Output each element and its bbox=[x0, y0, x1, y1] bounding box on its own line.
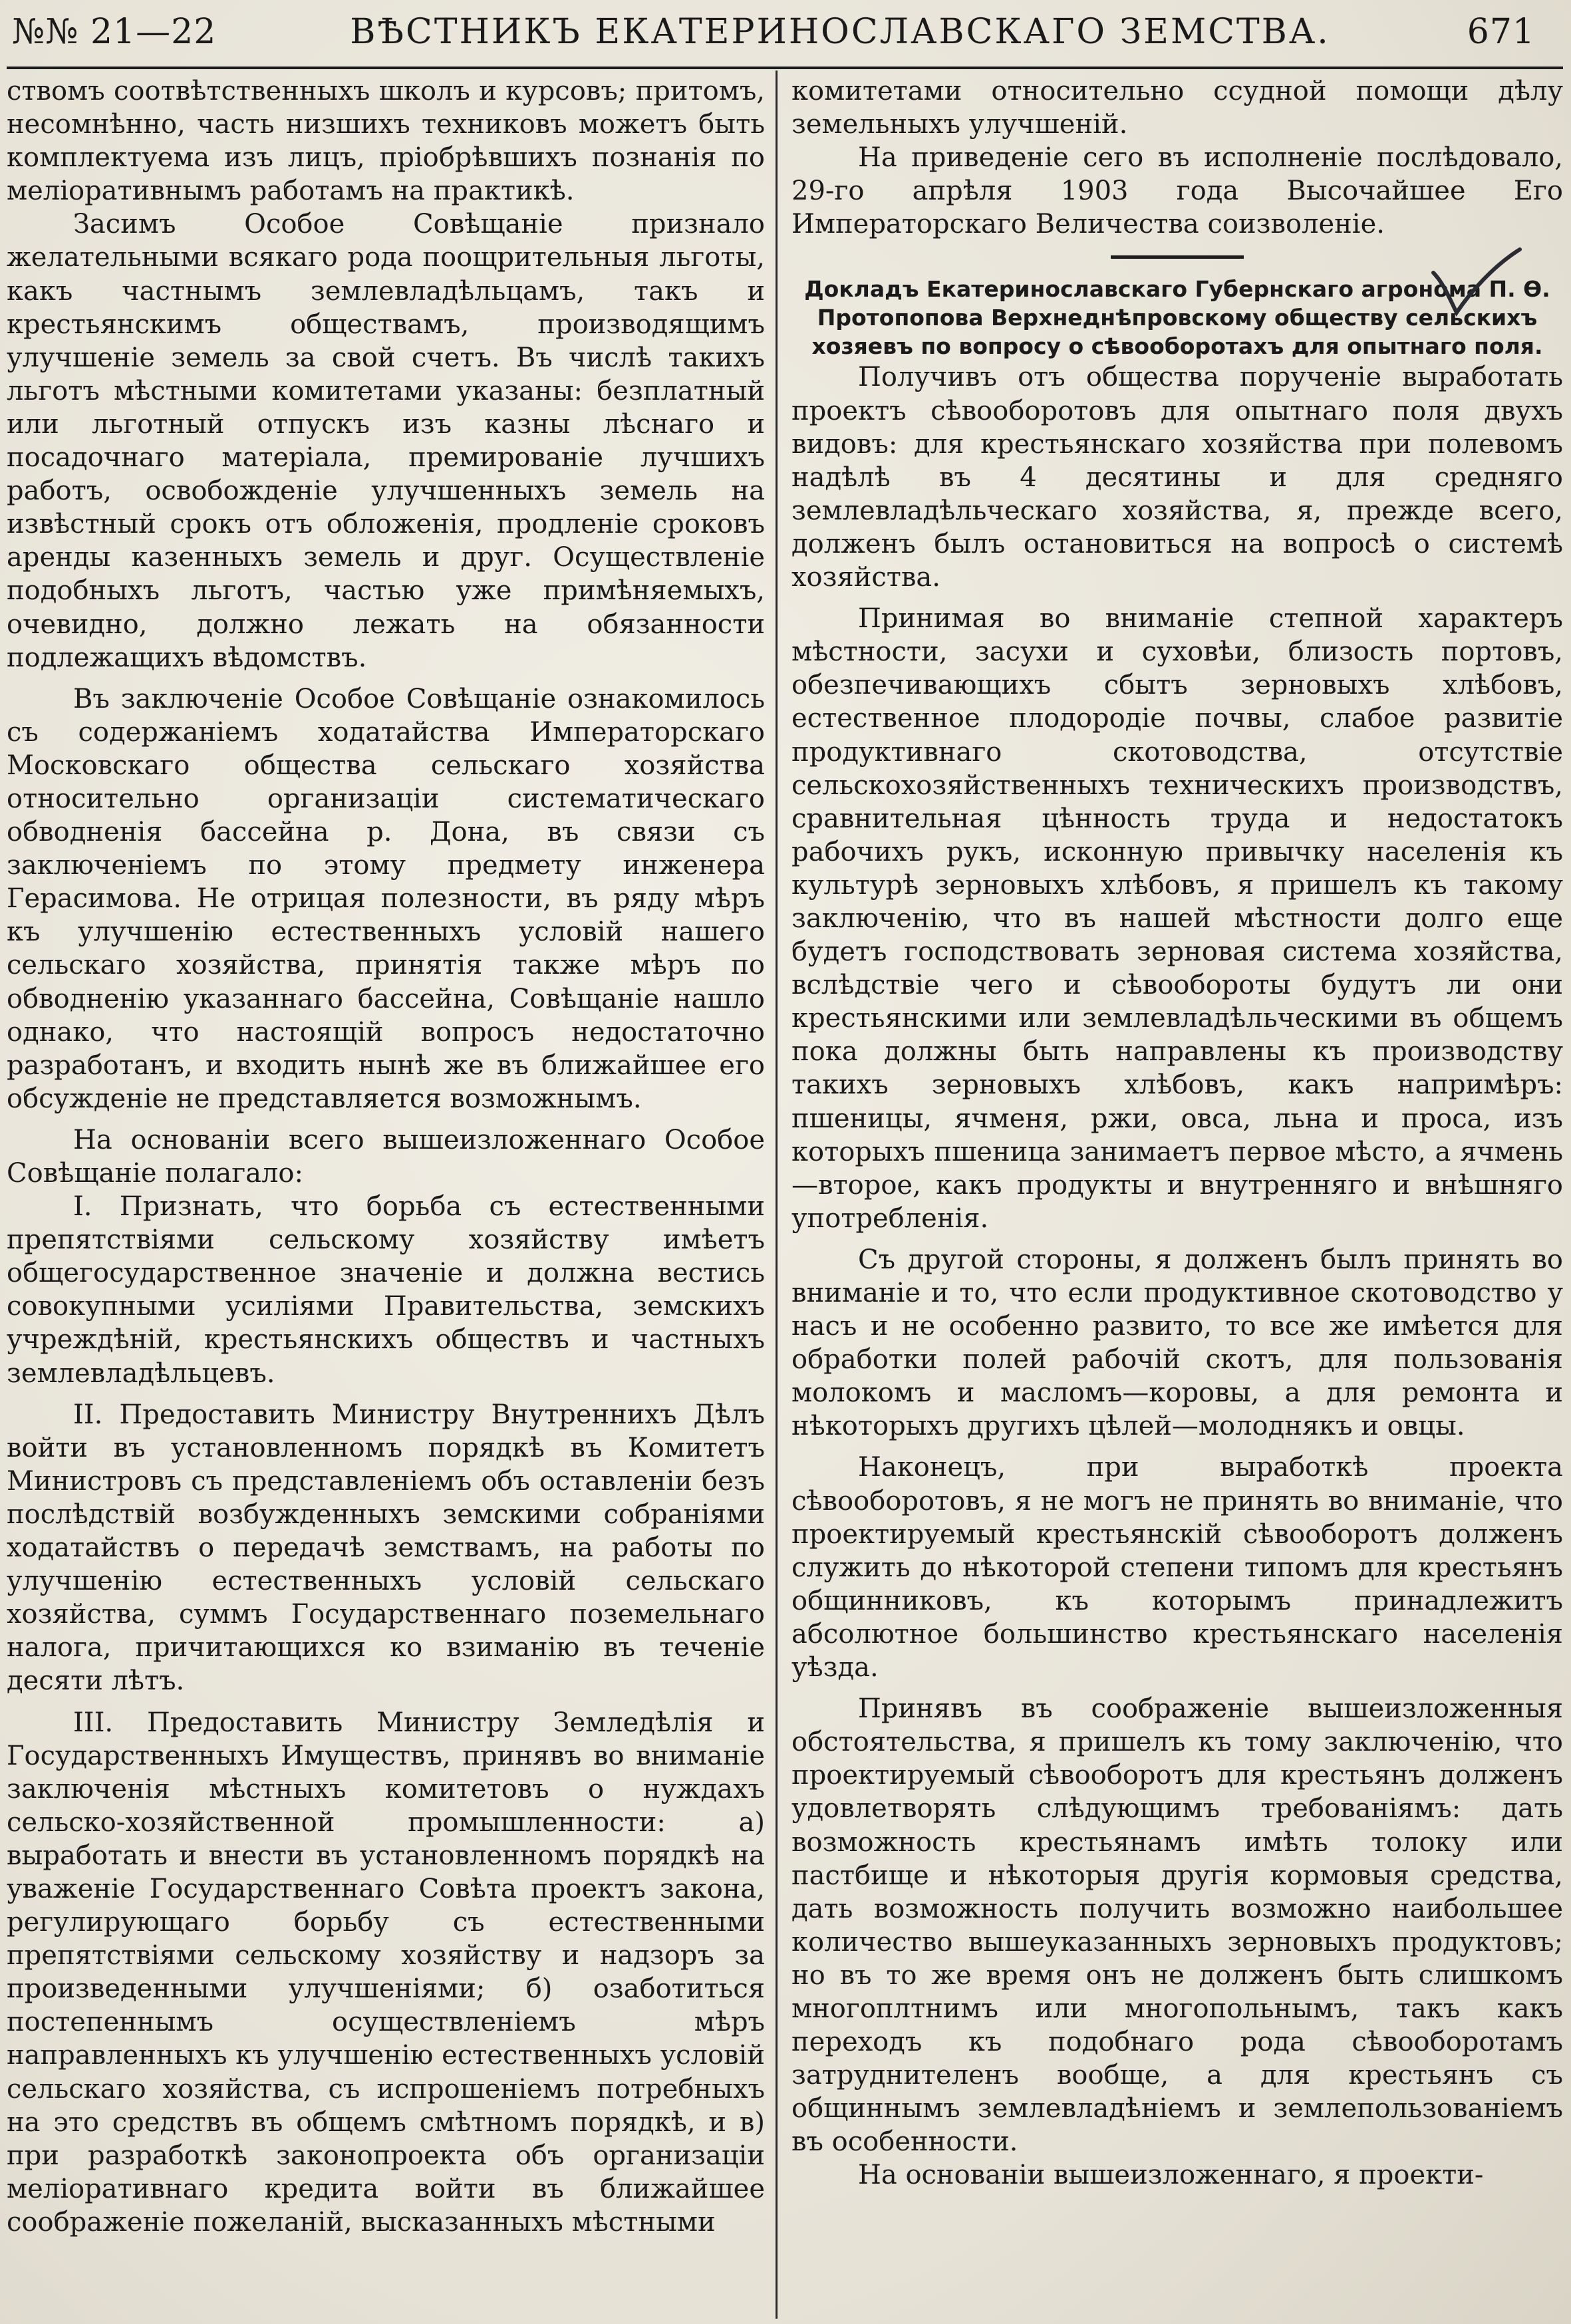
paragraph: Принявъ въ соображеніе вышеизложенныя обстоятельства, я пришелъ къ тому заключенію, что проектируемый сѣвооборотъ для крестьянъ долженъ удовлетворять слѣдующимъ требованіямъ: дать возможность крестьянамъ имѣть толоку или пастбище и нѣкоторыя другія кормовыя средства, дать возможность получить возможно наибольшее количество вышеуказанныхъ зерновыхъ продуктовъ; но въ то же время онъ не долженъ быть слишкомъ многоплтнимъ или многопольнымъ, такъ какъ переходъ къ подобнаго рода сѣвооборотамъ затруднителенъ вообще, а для крестьянъ съ общиннымъ землевладѣніемъ и землепользованіемъ въ особенности. bbox=[791, 1693, 1563, 2158]
page-header bbox=[12, 5, 1562, 59]
paragraph: I. Признать, что борьба съ естественными препятствіями сельскому хозяйству имѣетъ общегосударственное значеніе и должна вестись совокупными усиліями Правительства, земскихъ учреждѣній, крестьянскихъ обществъ и частныхъ землевладѣльцевъ. bbox=[7, 1191, 765, 1389]
paragraph: ствомъ соотвѣтственныхъ школъ и курсовъ; притомъ, несомнѣнно, часть низшихъ техниковъ можетъ быть комплектуема изъ лицъ, пріобрѣвшихъ познанія по меліоративнымъ работамъ на практикѣ. bbox=[7, 76, 765, 207]
left-column bbox=[7, 74, 765, 2239]
column-divider bbox=[776, 71, 778, 2319]
paragraph: Наконецъ, при выработкѣ проекта сѣвооборотовъ, я не могъ не принять во вниманіе, что проектируемый крестьянскій сѣвооборотъ долженъ служить до нѣкоторой степени типомъ для крестьянъ общинниковъ, къ которымъ принадлежитъ абсолютное большинство крестьянскаго населенія уѣзда. bbox=[791, 1452, 1563, 1683]
paragraph: Засимъ Особое Совѣщаніе признало желательными всякаго рода поощрительныя льготы, какъ частнымъ землевладѣльцамъ, такъ и крестьянскимъ обществамъ, производящимъ улучшеніе земель за свой счетъ. Въ числѣ такихъ льготъ мѣстными комитетами указаны: безплатный или льготный отпускъ изъ казны лѣснаго и посадочнаго матеріала, премированіе лучшихъ работъ, освобожденіе улучшенныхъ земель на извѣстный срокъ отъ обложенія, продленіе сроковъ аренды казенныхъ земель и друг. Осуществленіе подобныхъ льготъ, частью уже примѣняемыхъ, очевидно, должно лежать на обязанности подлежащихъ вѣдомствъ. bbox=[7, 209, 765, 673]
handwritten-checkmark-icon bbox=[1430, 246, 1523, 319]
paragraph: На основаніи вышеизложеннаго, я проекти- bbox=[858, 2160, 1484, 2191]
report-title: Докладъ Екатеринославскаго Губернскаго агронома П. Ѳ. Протопопова Верхнеднѣпровскому обществу сельскихъ хозяевъ по вопросу о сѣвооборотахъ для опытнаго поля. bbox=[804, 276, 1550, 360]
right-column bbox=[791, 74, 1563, 2192]
page-number: 671 bbox=[1467, 12, 1535, 52]
paragraph: III. Предоставить Министру Земледѣлія и Государственныхъ Имуществъ, принявъ во вниманіе заключенія мѣстныхъ комитетовъ о нуждахъ сельско-хозяйственной промышленности: а) выработать и внести въ установленномъ порядкѣ на уваженіе Государственнаго Совѣта проектъ закона, регулирующаго борьбу съ естественными препятствіями сельскому хозяйству и надзоръ за произведенными улучшеніями; б) озаботиться постепеннымъ осуществленіемъ мѣръ направленныхъ къ улучшенію естественныхъ условій сельскаго хозяйства, съ испрошеніемъ потребныхъ на это средствъ въ общемъ смѣтномъ порядкѣ, и в) при разработкѣ законопроекта объ организаціи меліоративнаго кредита войти въ ближайшее соображеніе пожеланій, высказанныхъ мѣстными bbox=[7, 1707, 765, 2238]
paragraph: Въ заключеніе Особое Совѣщаніе ознакомилось съ содержаніемъ ходатайства Императорскаго Московскаго общества сельскаго хозяйства относительно организаціи систематическаго обводненія бассейна р. Дона, въ связи съ заключеніемъ по этому предмету инженера Герасимова. Не отрицая полезности, въ ряду мѣръ къ улучшенію естественныхъ условій нашего сельскаго хозяйства, принятія также мѣръ по обводненію указаннаго бассейна, Совѣщаніе нашло однако, что настоящій вопросъ недостаточно разработанъ, и входить нынѣ же въ ближайшее его обсужденіе не представляется возможнымъ. bbox=[7, 683, 765, 1114]
section-separator bbox=[1111, 255, 1244, 259]
issue-number: №№ 21—22 bbox=[12, 12, 217, 52]
paragraph: II. Предоставить Министру Внутреннихъ Дѣлъ войти въ установленномъ порядкѣ въ Комитетъ Министровъ съ представленіемъ объ оставленіи безъ послѣдствій возбужденныхъ земскими собраніями ходатайствъ о передачѣ земствамъ, на работы по улучшенію естественныхъ условій сельскаго хозяйства, суммъ Государственнаго поземельнаго налога, причитающихся ко взиманію въ теченіе десяти лѣтъ. bbox=[7, 1399, 765, 1697]
paragraph: комитетами относительно ссудной помощи дѣлу земельныхъ улучшеній. bbox=[791, 76, 1563, 140]
paragraph: Получивъ отъ общества порученіе выработать проектъ сѣвооборотовъ для опытнаго поля двухъ видовъ: для крестьянскаго хозяйства при полевомъ надѣлѣ въ 4 десятины и для средняго землевладѣльческаго хозяйства, я, прежде всего, долженъ былъ остановиться на вопросѣ о системѣ хозяйства. bbox=[791, 362, 1563, 593]
header-rule bbox=[7, 67, 1563, 69]
paragraph: Съ другой стороны, я долженъ былъ принять во вниманіе и то, что если продуктивное скотоводство у насъ и не особенно развито, то все же имѣется для обработки полей рабочій скотъ, для пользованія молокомъ и масломъ—коровы, а для ремонта и нѣкоторыхъ другихъ цѣлей—молоднякъ и овцы. bbox=[791, 1244, 1563, 1442]
paragraph: Принимая во вниманіе степной характеръ мѣстности, засухи и суховѣи, близость портовъ, обезпечивающихъ сбытъ зерновыхъ хлѣбовъ, естественное плодородіе почвы, слабое развитіе продуктивнаго скотоводства, отсутствіе сельскохозяйственныхъ техническихъ производствъ, сравнительная цѣнность труда и недостатокъ рабочихъ рукъ, исконную привычку населенія къ культурѣ зерновыхъ хлѣбовъ, я пришелъ къ такому заключенію, что въ нашей мѣстности долго еще будетъ господствовать зерновая система хозяйства, вслѣдствіе чего и сѣвообороты будутъ ли они крестьянскими или землевладѣльческими въ общемъ пока должны быть направлены къ производству такихъ зерновыхъ хлѣбовъ, какъ напримѣръ: пшеницы, ячменя, ржи, овса, льна и проса, изъ которыхъ пшеница занимаетъ первое мѣсто, а ячмень—второе, какъ продукты и внутренняго и внѣшняго употребленія. bbox=[791, 603, 1563, 1234]
paragraph: На основаніи всего вышеизложеннаго Особое Совѣщаніе полагало: bbox=[7, 1124, 765, 1189]
paragraph: На приведеніе сего въ исполненіе послѣдовало, 29-го апрѣля 1903 года Высочайшее Его Императорскаго Величества соизволеніе. bbox=[791, 142, 1563, 240]
journal-title: ВѢСТНИКЪ ЕКАТЕРИНОСЛАВСКАГО ЗЕМСТВА. bbox=[350, 12, 1330, 52]
